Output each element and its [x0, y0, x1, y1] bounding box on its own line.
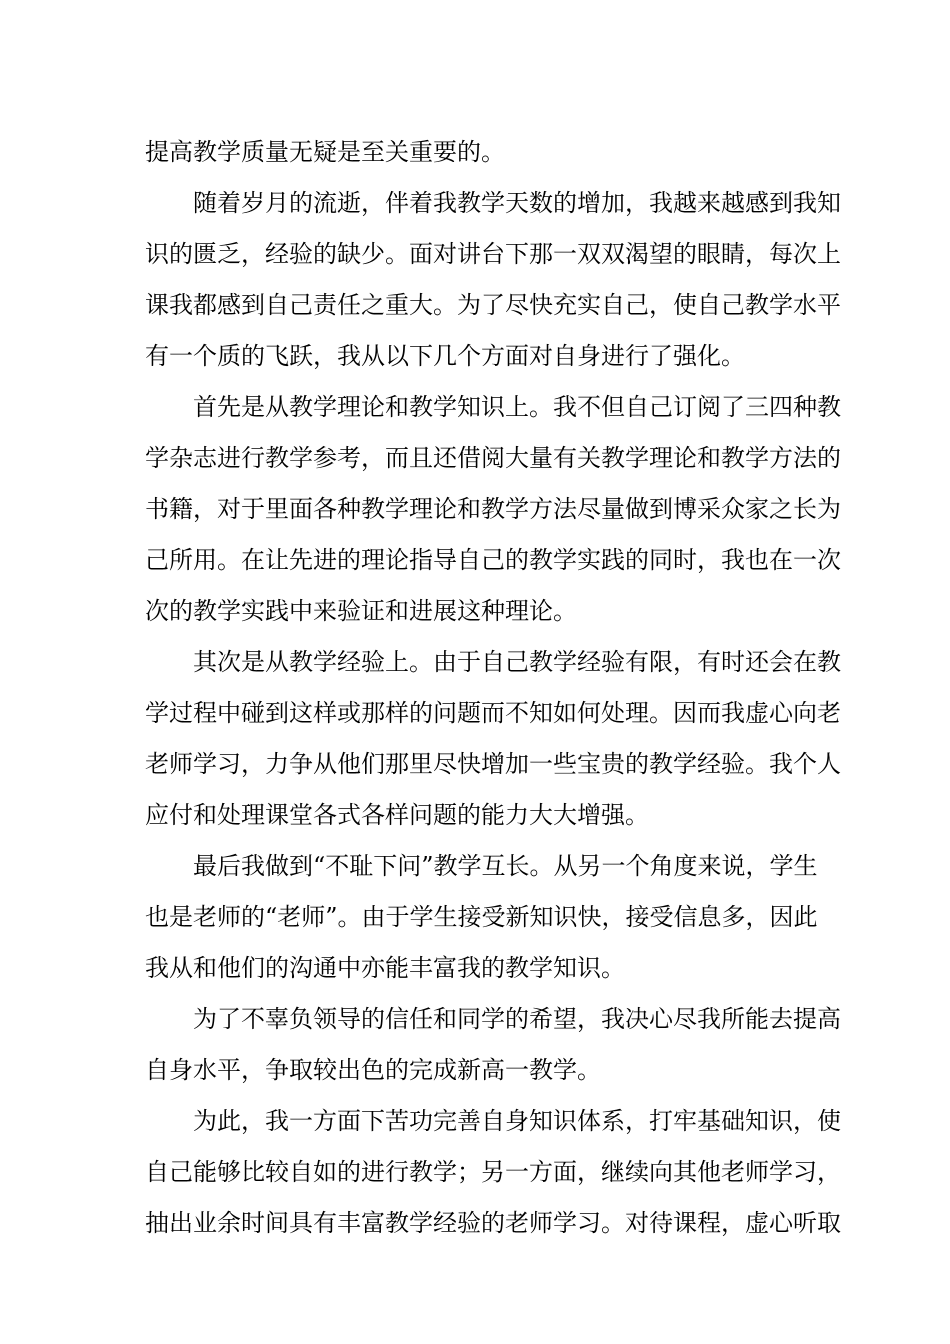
text-line: 自己能够比较自如的进行教学；另一方面，继续向其他老师学习，: [145, 1158, 841, 1186]
text-line: 应付和处理课堂各式各样问题的能力大大增强。: [145, 801, 649, 829]
text-line: 识的匮乏，经验的缺少。面对讲台下那一双双渴望的眼睛，每次上: [145, 240, 841, 268]
text-line: 己所用。在让先进的理论指导自己的教学实践的同时，我也在一次: [145, 546, 841, 574]
text-line: 课我都感到自己责任之重大。为了尽快充实自己，使自己教学水平: [145, 291, 841, 319]
text-line: 学过程中碰到这样或那样的问题而不知如何处理。因而我虚心向老: [145, 699, 841, 727]
text-line: 我从和他们的沟通中亦能丰富我的教学知识。: [145, 954, 625, 982]
body-text: [145, 127, 841, 1249]
text-line: 抽出业余时间具有丰富教学经验的老师学习。对待课程，虚心听取: [145, 1209, 841, 1237]
paragraph-first-line: 随着岁月的流逝，伴着我教学天数的增加，我越来越感到我知: [193, 189, 841, 217]
text-line: 有一个质的飞跃，我从以下几个方面对自身进行了强化。: [145, 342, 745, 370]
paragraph-first-line: 为此，我一方面下苦功完善自身知识体系，打牢基础知识，使: [193, 1107, 841, 1135]
text-line: 提高教学质量无疑是至关重要的。: [145, 138, 505, 166]
paragraph-first-line: 最后我做到“不耻下问”教学互长。从另一个角度来说，学生: [193, 852, 818, 880]
paragraph-first-line: 为了不辜负领导的信任和同学的希望，我决心尽我所能去提高: [193, 1005, 841, 1033]
paragraph-first-line: 其次是从教学经验上。由于自己教学经验有限，有时还会在教: [193, 648, 841, 676]
text-line: 次的教学实践中来验证和进展这种理论。: [145, 597, 577, 625]
paragraph-first-line: 首先是从教学理论和教学知识上。我不但自己订阅了三四种教: [193, 393, 841, 421]
text-line: 书籍，对于里面各种教学理论和教学方法尽量做到博采众家之长为: [145, 495, 841, 523]
text-line: 老师学习，力争从他们那里尽快增加一些宝贵的教学经验。我个人: [145, 750, 841, 778]
text-line: 也是老师的“老师”。由于学生接受新知识快，接受信息多，因此: [145, 903, 818, 931]
text-line: 学杂志进行教学参考，而且还借阅大量有关教学理论和教学方法的: [145, 444, 841, 472]
text-line: 自身水平，争取较出色的完成新高一教学。: [145, 1056, 601, 1084]
